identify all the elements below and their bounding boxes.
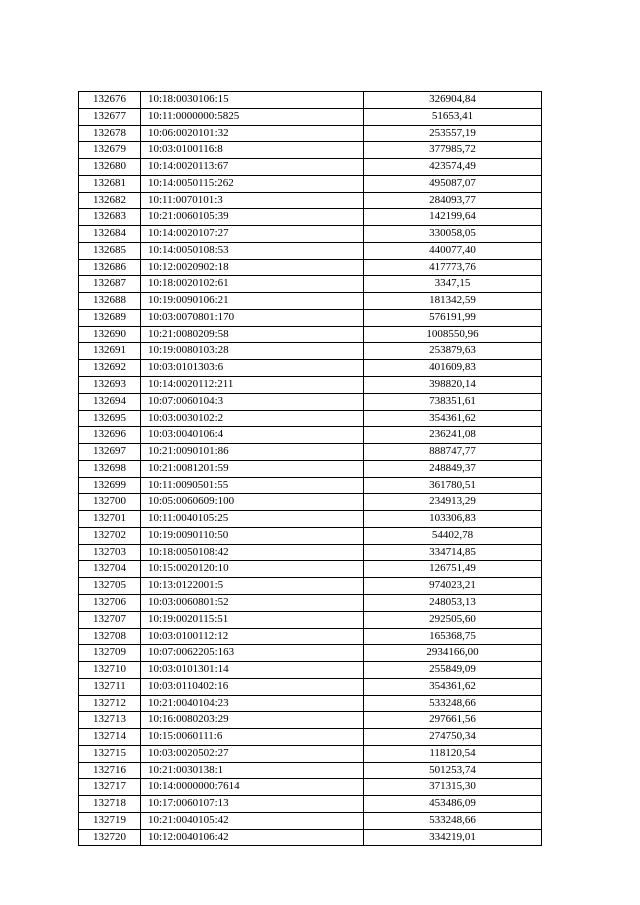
cadastral-number-cell: 10:14:0050108:53 [141, 242, 364, 259]
cadastral-number-cell: 10:21:0081201:59 [141, 460, 364, 477]
amount-cell: 533248,66 [364, 812, 542, 829]
amount-cell: 501253,74 [364, 762, 542, 779]
amount-cell: 576191,99 [364, 309, 542, 326]
cadastral-number-cell: 10:19:0090110:50 [141, 527, 364, 544]
amount-cell: 248053,13 [364, 594, 542, 611]
cadastral-number-cell: 10:07:0062205:163 [141, 645, 364, 662]
amount-cell: 888747,77 [364, 444, 542, 461]
table-row [79, 578, 542, 595]
row-id-cell: 132700 [79, 494, 141, 511]
row-id-cell: 132681 [79, 175, 141, 192]
amount-cell: 974023,21 [364, 578, 542, 595]
row-id-cell: 132718 [79, 796, 141, 813]
amount-cell: 51653,41 [364, 108, 542, 125]
row-id-cell: 132676 [79, 92, 141, 109]
amount-cell: 297661,56 [364, 712, 542, 729]
amount-cell: 284093,77 [364, 192, 542, 209]
row-id-cell: 132698 [79, 460, 141, 477]
row-id-cell: 132689 [79, 309, 141, 326]
row-id-cell: 132708 [79, 628, 141, 645]
row-id-cell: 132677 [79, 108, 141, 125]
table-row [79, 477, 542, 494]
amount-cell: 377985,72 [364, 142, 542, 159]
row-id-cell: 132690 [79, 326, 141, 343]
amount-cell: 334219,01 [364, 829, 542, 846]
cadastral-number-cell: 10:03:0060801:52 [141, 594, 364, 611]
cadastral-number-cell: 10:18:0020102:61 [141, 276, 364, 293]
table-row [79, 796, 542, 813]
cadastral-number-cell: 10:21:0040104:23 [141, 695, 364, 712]
amount-cell: 371315,30 [364, 779, 542, 796]
table-row [79, 594, 542, 611]
table-row [79, 427, 542, 444]
table-row [79, 410, 542, 427]
cadastral-number-cell: 10:03:0110402:16 [141, 678, 364, 695]
table-row [79, 444, 542, 461]
amount-cell: 3347,15 [364, 276, 542, 293]
amount-cell: 330058,05 [364, 226, 542, 243]
table-row [79, 527, 542, 544]
table-row [79, 460, 542, 477]
cadastral-number-cell: 10:03:0070801:170 [141, 309, 364, 326]
table-row [79, 259, 542, 276]
table-row [79, 343, 542, 360]
cadastral-number-cell: 10:03:0100116:8 [141, 142, 364, 159]
amount-cell: 326904,84 [364, 92, 542, 109]
cadastral-number-cell: 10:03:0101301:14 [141, 662, 364, 679]
cadastral-number-cell: 10:19:0090106:21 [141, 293, 364, 310]
amount-cell: 440077,40 [364, 242, 542, 259]
row-id-cell: 132716 [79, 762, 141, 779]
row-id-cell: 132686 [79, 259, 141, 276]
row-id-cell: 132693 [79, 377, 141, 394]
row-id-cell: 132703 [79, 544, 141, 561]
row-id-cell: 132679 [79, 142, 141, 159]
cadastral-number-cell: 10:06:0020101:32 [141, 125, 364, 142]
amount-cell: 234913,29 [364, 494, 542, 511]
cadastral-number-cell: 10:03:0030102:2 [141, 410, 364, 427]
row-id-cell: 132692 [79, 360, 141, 377]
table-row [79, 544, 542, 561]
row-id-cell: 132707 [79, 611, 141, 628]
cadastral-number-cell: 10:11:0000000:5825 [141, 108, 364, 125]
table-row [79, 762, 542, 779]
table-row [79, 226, 542, 243]
table-row [79, 745, 542, 762]
row-id-cell: 132710 [79, 662, 141, 679]
row-id-cell: 132699 [79, 477, 141, 494]
cadastral-number-cell: 10:03:0020502:27 [141, 745, 364, 762]
cadastral-number-cell: 10:13:0122001:5 [141, 578, 364, 595]
row-id-cell: 132704 [79, 561, 141, 578]
table-row [79, 812, 542, 829]
cadastral-number-cell: 10:11:0090501:55 [141, 477, 364, 494]
cadastral-number-cell: 10:17:0060107:13 [141, 796, 364, 813]
table-row [79, 125, 542, 142]
row-id-cell: 132685 [79, 242, 141, 259]
cadastral-number-cell: 10:21:0090101:86 [141, 444, 364, 461]
cadastral-number-cell: 10:19:0080103:28 [141, 343, 364, 360]
amount-cell: 255849,09 [364, 662, 542, 679]
amount-cell: 361780,51 [364, 477, 542, 494]
row-id-cell: 132702 [79, 527, 141, 544]
amount-cell: 54402,78 [364, 527, 542, 544]
amount-cell: 1008550,96 [364, 326, 542, 343]
table-row [79, 360, 542, 377]
amount-cell: 398820,14 [364, 377, 542, 394]
row-id-cell: 132701 [79, 511, 141, 528]
amount-cell: 354361,62 [364, 678, 542, 695]
amount-cell: 495087,07 [364, 175, 542, 192]
table-row [79, 678, 542, 695]
row-id-cell: 132697 [79, 444, 141, 461]
cadastral-number-cell: 10:14:0050115:262 [141, 175, 364, 192]
cadastral-number-cell: 10:15:0020120:10 [141, 561, 364, 578]
table-row [79, 293, 542, 310]
row-id-cell: 132682 [79, 192, 141, 209]
amount-cell: 248849,37 [364, 460, 542, 477]
amount-cell: 253557,19 [364, 125, 542, 142]
amount-cell: 354361,62 [364, 410, 542, 427]
amount-cell: 423574,49 [364, 159, 542, 176]
table-row [79, 192, 542, 209]
table-row [79, 829, 542, 846]
cadastral-number-cell: 10:11:0040105:25 [141, 511, 364, 528]
cadastral-number-cell: 10:03:0040106:4 [141, 427, 364, 444]
amount-cell: 142199,64 [364, 209, 542, 226]
cadastral-number-cell: 10:14:0020112:211 [141, 377, 364, 394]
table-row [79, 175, 542, 192]
table-row [79, 326, 542, 343]
amount-cell: 292505,60 [364, 611, 542, 628]
row-id-cell: 132720 [79, 829, 141, 846]
table-row [79, 393, 542, 410]
table-row [79, 108, 542, 125]
cadastral-number-cell: 10:14:0000000:7614 [141, 779, 364, 796]
table-body [79, 92, 542, 846]
row-id-cell: 132715 [79, 745, 141, 762]
row-id-cell: 132709 [79, 645, 141, 662]
cadastral-number-cell: 10:11:0070101:3 [141, 192, 364, 209]
table-row [79, 611, 542, 628]
table-row [79, 276, 542, 293]
table-row [79, 779, 542, 796]
amount-cell: 417773,76 [364, 259, 542, 276]
table-row [79, 209, 542, 226]
table-row [79, 494, 542, 511]
cadastral-number-cell: 10:07:0060104:3 [141, 393, 364, 410]
cadastral-number-cell: 10:14:0020107:27 [141, 226, 364, 243]
cadastral-number-cell: 10:03:0100112:12 [141, 628, 364, 645]
table-row [79, 142, 542, 159]
cadastral-number-cell: 10:03:0101303:6 [141, 360, 364, 377]
amount-cell: 236241,08 [364, 427, 542, 444]
row-id-cell: 132695 [79, 410, 141, 427]
table-row [79, 628, 542, 645]
cadastral-number-cell: 10:18:0030106:15 [141, 92, 364, 109]
row-id-cell: 132687 [79, 276, 141, 293]
amount-cell: 253879,63 [364, 343, 542, 360]
table-row [79, 377, 542, 394]
row-id-cell: 132713 [79, 712, 141, 729]
table-row [79, 645, 542, 662]
amount-cell: 401609,83 [364, 360, 542, 377]
amount-cell: 165368,75 [364, 628, 542, 645]
row-id-cell: 132719 [79, 812, 141, 829]
amount-cell: 118120,54 [364, 745, 542, 762]
table-row [79, 712, 542, 729]
cadastral-number-cell: 10:21:0030138:1 [141, 762, 364, 779]
amount-cell: 181342,59 [364, 293, 542, 310]
amount-cell: 738351,61 [364, 393, 542, 410]
cadastral-number-cell: 10:21:0040105:42 [141, 812, 364, 829]
table-row [79, 309, 542, 326]
cadastral-number-cell: 10:19:0020115:51 [141, 611, 364, 628]
row-id-cell: 132684 [79, 226, 141, 243]
amount-cell: 533248,66 [364, 695, 542, 712]
data-table [78, 91, 542, 846]
cadastral-number-cell: 10:12:0040106:42 [141, 829, 364, 846]
table-row [79, 159, 542, 176]
row-id-cell: 132706 [79, 594, 141, 611]
cadastral-number-cell: 10:18:0050108:42 [141, 544, 364, 561]
amount-cell: 2934166,00 [364, 645, 542, 662]
table-row [79, 511, 542, 528]
amount-cell: 453486,09 [364, 796, 542, 813]
table-row [79, 561, 542, 578]
row-id-cell: 132678 [79, 125, 141, 142]
row-id-cell: 132683 [79, 209, 141, 226]
row-id-cell: 132717 [79, 779, 141, 796]
table-row [79, 729, 542, 746]
row-id-cell: 132712 [79, 695, 141, 712]
cadastral-number-cell: 10:05:0060609:100 [141, 494, 364, 511]
row-id-cell: 132688 [79, 293, 141, 310]
cadastral-number-cell: 10:15:0060111:6 [141, 729, 364, 746]
table-row [79, 92, 542, 109]
cadastral-number-cell: 10:14:0020113:67 [141, 159, 364, 176]
row-id-cell: 132711 [79, 678, 141, 695]
row-id-cell: 132691 [79, 343, 141, 360]
row-id-cell: 132714 [79, 729, 141, 746]
row-id-cell: 132696 [79, 427, 141, 444]
amount-cell: 103306,83 [364, 511, 542, 528]
amount-cell: 334714,85 [364, 544, 542, 561]
row-id-cell: 132694 [79, 393, 141, 410]
amount-cell: 274750,34 [364, 729, 542, 746]
row-id-cell: 132680 [79, 159, 141, 176]
table-row [79, 242, 542, 259]
cadastral-number-cell: 10:21:0080209:58 [141, 326, 364, 343]
table-row [79, 662, 542, 679]
row-id-cell: 132705 [79, 578, 141, 595]
table-row [79, 695, 542, 712]
amount-cell: 126751,49 [364, 561, 542, 578]
cadastral-number-cell: 10:21:0060105:39 [141, 209, 364, 226]
cadastral-number-cell: 10:12:0020902:18 [141, 259, 364, 276]
cadastral-number-cell: 10:16:0080203:29 [141, 712, 364, 729]
